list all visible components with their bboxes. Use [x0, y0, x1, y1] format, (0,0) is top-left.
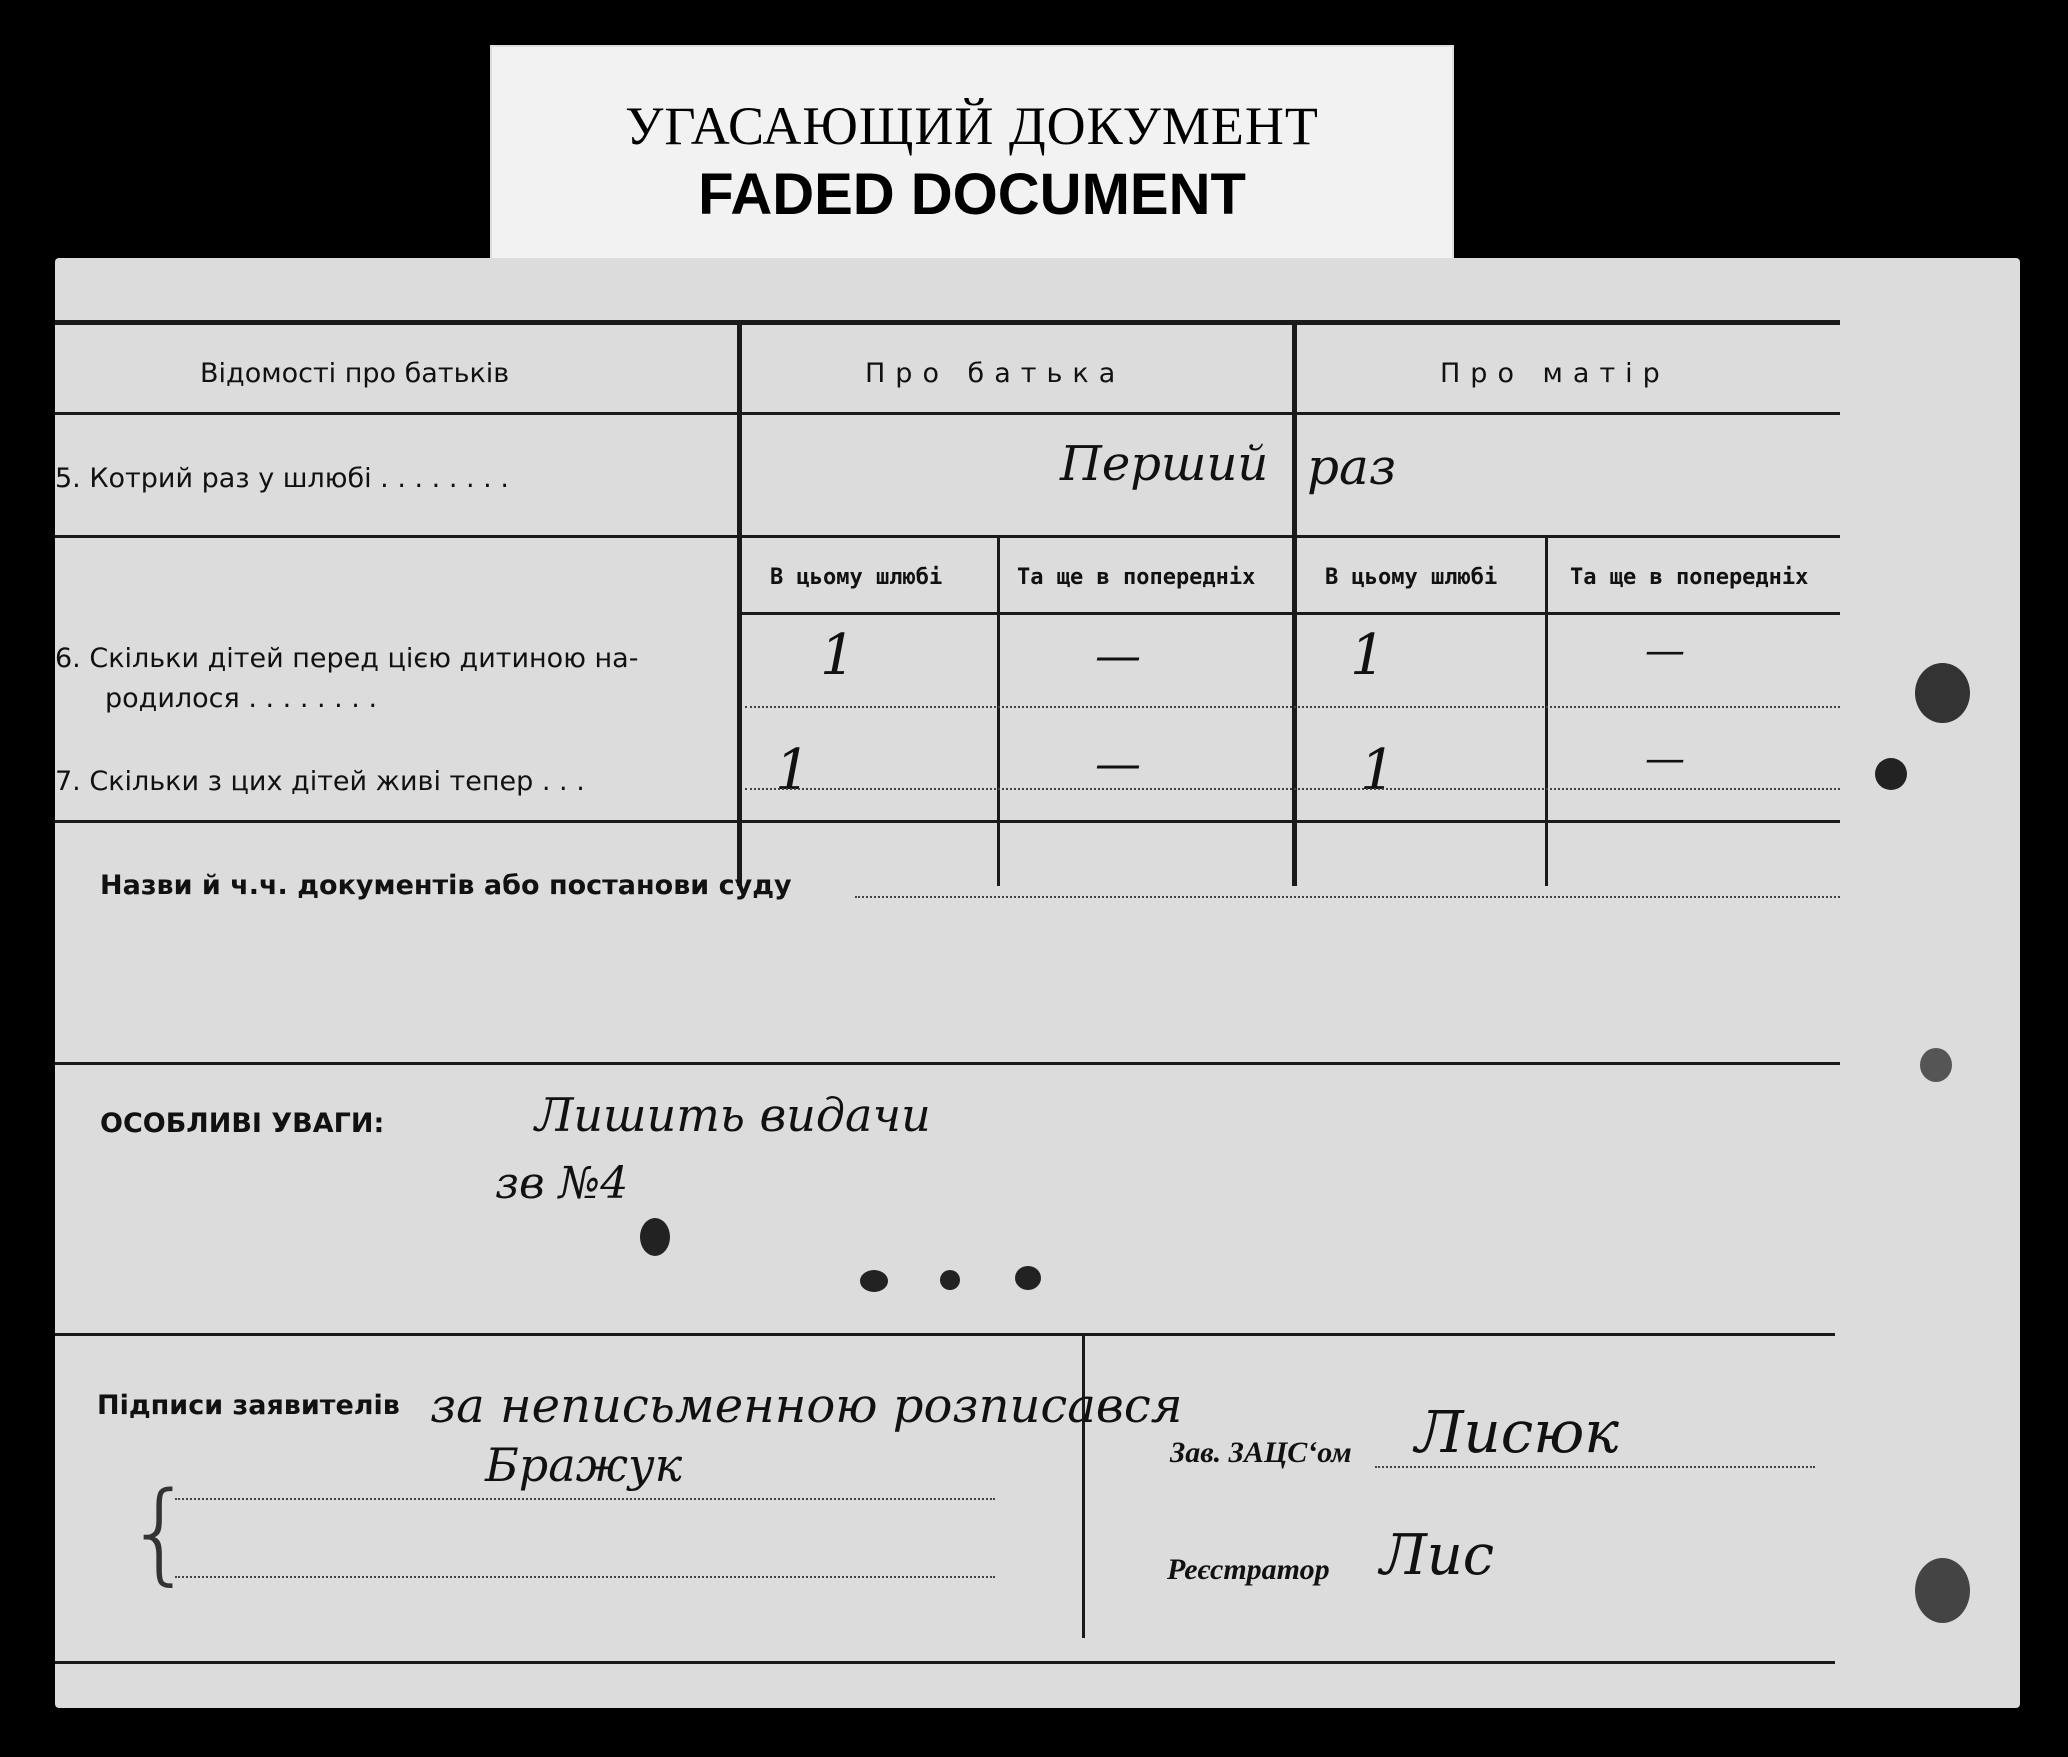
row16-val-father-prev: —	[1095, 628, 1141, 682]
signature-line-1	[175, 1498, 995, 1500]
divider-parents-father	[737, 322, 742, 886]
subheader-mother-prev: Та ще в попередніх	[1570, 565, 1809, 590]
faded-document-label	[490, 45, 1454, 260]
row17-label: 7. Скільки з цих дітей живі тепер . . .	[55, 766, 585, 797]
header-mother: Про матір	[1440, 358, 1670, 389]
head-signature: Лисюк	[1415, 1398, 1619, 1466]
punch-hole	[1915, 663, 1970, 723]
row17-val-mother-this: 1	[1360, 738, 1396, 803]
subheader-father-prev: Та ще в попередніх	[1017, 565, 1256, 590]
signatures-handwriting-line2: Бражук	[485, 1438, 683, 1492]
punch-hole	[1915, 1558, 1970, 1623]
signature-line-2	[175, 1576, 995, 1578]
documents-label: Назви й ч.ч. документів або постанови суду	[100, 870, 792, 901]
documents-dotted-line	[855, 896, 1840, 898]
row16-val-mother-this: 1	[1350, 623, 1386, 688]
row16-label-line2: родилося . . . . . . . .	[105, 683, 378, 714]
registrar-signature: Лис	[1380, 1523, 1495, 1588]
punch-hole	[1920, 1048, 1952, 1082]
row17-dotted-line	[745, 788, 1840, 790]
row15-handwriting-father: Перший	[1060, 436, 1269, 492]
row17-val-father-this: 1	[775, 738, 811, 803]
ink-blot	[860, 1270, 888, 1292]
notes-handwriting-line1: Лишить видачи	[535, 1088, 931, 1142]
row15-handwriting-mother: раз	[1307, 438, 1397, 496]
divider-mother-sub	[1545, 538, 1548, 886]
documents-bottom-rule	[55, 1062, 1840, 1065]
signatures-label: Підписи заявителів	[97, 1390, 400, 1421]
head-label: Зав. ЗАЦС‘ом	[1170, 1436, 1352, 1469]
sheet-bottom-rule	[55, 1661, 1835, 1664]
registrar-label: Реєстратор	[1167, 1553, 1330, 1586]
head-signature-line	[1375, 1466, 1815, 1468]
subheader-bottom-rule	[740, 612, 1840, 615]
notes-bottom-rule	[55, 1333, 1835, 1336]
table-top-rule	[55, 320, 1840, 325]
signatures-handwriting-line1: за неписьменною розписався	[430, 1378, 1183, 1434]
document-sheet	[55, 258, 2020, 1708]
header-parents: Відомості про батьків	[200, 358, 510, 389]
notes-label: ОСОБЛИВІ УВАГИ:	[100, 1108, 385, 1139]
row16-dotted-line	[745, 706, 1840, 708]
ink-blot	[1015, 1266, 1041, 1290]
row17-bottom-rule	[55, 820, 1840, 823]
header-father: Про батька	[865, 358, 1126, 389]
ink-blot	[940, 1270, 960, 1290]
row15-label: 5. Котрий раз у шлюбі . . . . . . . .	[55, 463, 509, 494]
subheader-mother-this: В цьому шлюбі	[1325, 565, 1498, 590]
signatures-brace: {	[125, 1468, 195, 1596]
ink-blot	[640, 1218, 670, 1256]
notes-handwriting-line2: зв №4	[495, 1158, 629, 1209]
divider-father-sub	[997, 538, 1000, 886]
header-bottom-rule	[55, 412, 1840, 415]
row17-val-mother-prev: —	[1645, 736, 1685, 782]
divider-father-mother	[1292, 322, 1297, 886]
row17-val-father-prev: —	[1095, 736, 1141, 790]
subheader-father-this: В цьому шлюбі	[770, 565, 943, 590]
row16-label-line1: 6. Скільки дітей перед цією дитиною на-	[55, 643, 639, 674]
row16-val-father-this: 1	[820, 623, 856, 688]
punch-hole	[1875, 758, 1907, 790]
label-russian: УГАСАЮЩИЙ ДОКУМЕНТ	[625, 96, 1319, 156]
row15-bottom-rule	[55, 535, 1840, 538]
label-english: FADED DOCUMENT	[698, 162, 1246, 227]
row16-val-mother-prev: —	[1645, 628, 1685, 674]
